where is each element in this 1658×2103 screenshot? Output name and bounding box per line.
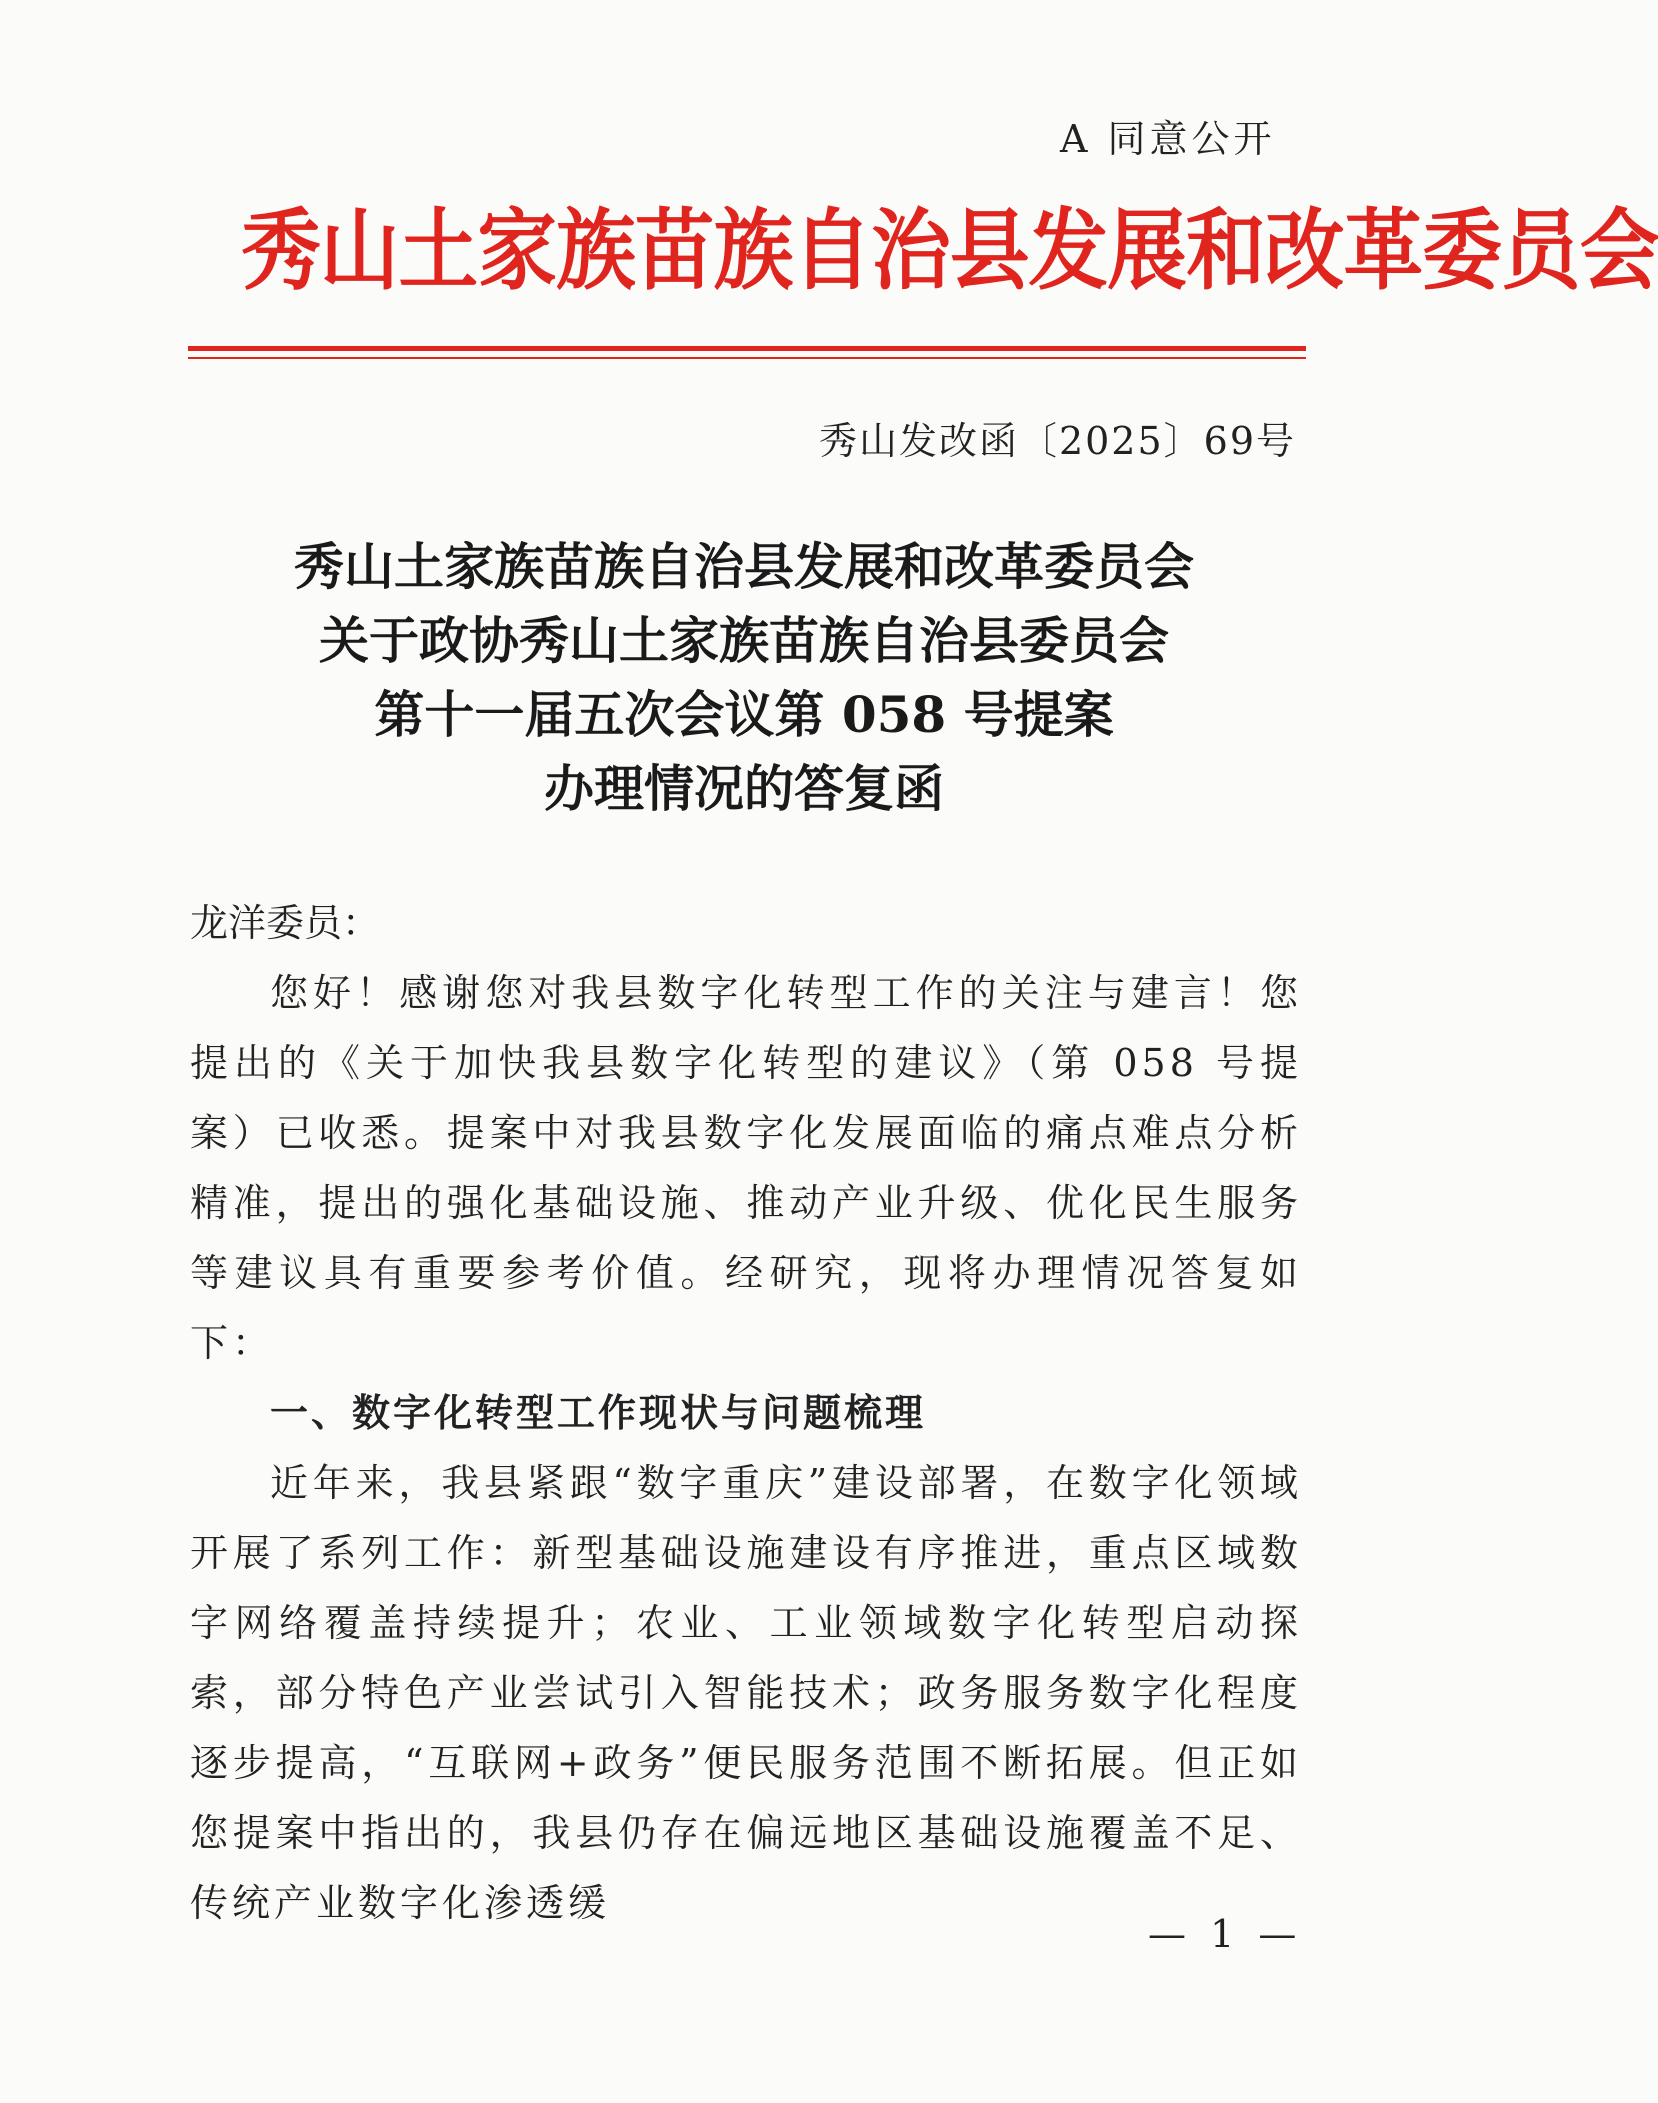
- disclosure-mark: A 同意公开: [1060, 117, 1276, 161]
- title-line: 秀山土家族苗族自治县发展和改革委员会: [294, 537, 1194, 596]
- document-title: [160, 530, 1328, 826]
- section-heading: 一、数字化转型工作现状与问题梳理: [270, 1391, 927, 1435]
- organization-header: 秀山土家族苗族自治县发展和改革委员会: [241, 199, 1658, 302]
- document-number: 秀山发改函〔2025〕69号: [818, 419, 1296, 463]
- paragraph: 您好！感谢您对我县数字化转型工作的关注与建言！您提出的《关于加快我县数字化转型的建议》（第 058 号提案）已收悉。提案中对我县数字化发展面临的痛点难点分析精准，提出的强化基础设施、推动产业升级、优化民生服务等建议具有重要参考价值。经研究，现将办理情况答复如下：: [190, 971, 1302, 1365]
- page-number: — 1 —: [1148, 1912, 1303, 1956]
- paragraph: 近年来，我县紧跟“数字重庆”建设部署，在数字化领域开展了系列工作：新型基础设施建设有序推进，重点区域数字网络覆盖持续提升；农业、工业领域数字化转型启动探索，部分特色产业尝试引入智能技术；政务服务数字化程度逐步提高，“互联网+政务”便民服务范围不断拓展。但正如您提案中指出的，我县仍存在偏远地区基础设施覆盖不足、传统产业数字化渗透缓: [190, 1461, 1302, 1925]
- salutation: 龙洋委员：: [190, 901, 381, 945]
- title-line: 第十一届五次会议第 058 号提案: [374, 685, 1114, 744]
- red-rule-divider-thin: [188, 357, 1306, 359]
- letter-body: [190, 888, 1302, 1938]
- title-line: 关于政协秀山土家族苗族自治县委员会: [319, 611, 1169, 670]
- title-line: 办理情况的答复函: [544, 759, 944, 818]
- red-rule-divider: [188, 346, 1306, 351]
